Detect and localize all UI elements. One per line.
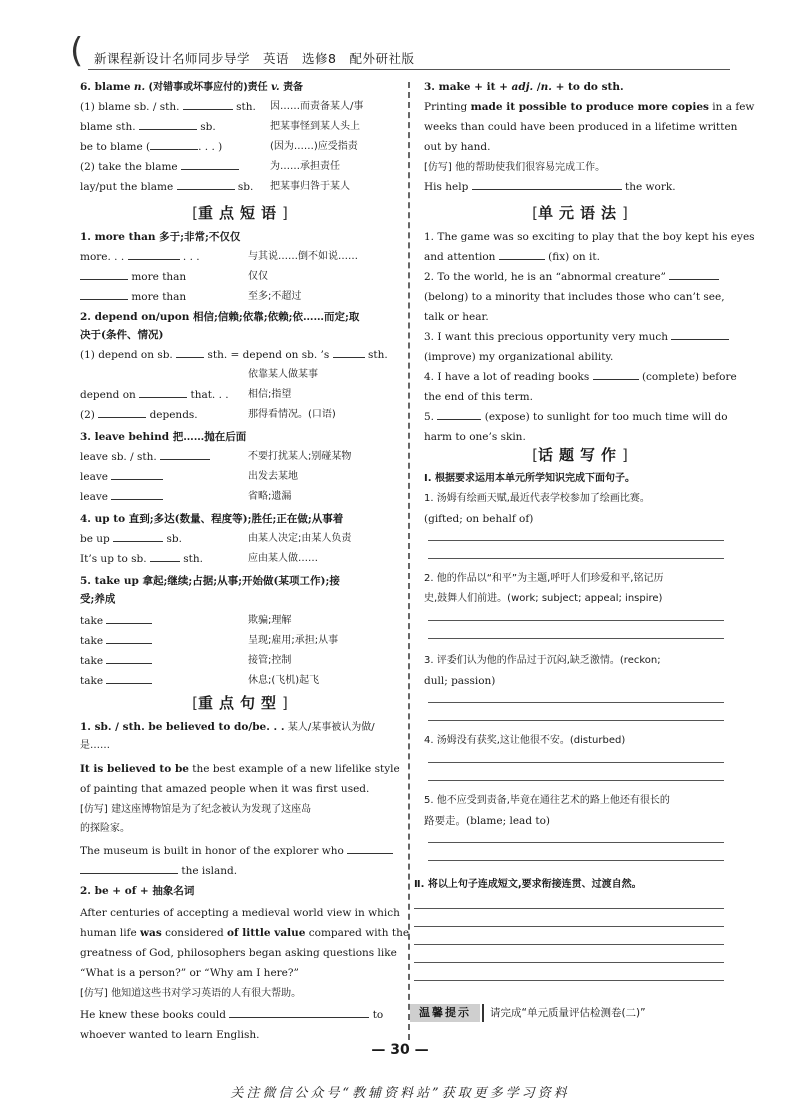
sentence-1-heading: 1. sb. / sth. be believed to do/be. . . 某人/某事被认为做/ xyxy=(80,721,375,733)
writing-item-2: 2. 他的作品以“和平”为主题,呼吁人们珍爱和平,铭记历 xyxy=(424,573,664,584)
answer-blank[interactable] xyxy=(106,654,152,664)
essay-answer-line[interactable] xyxy=(414,962,724,963)
blame-row-2: blame sth. sb. xyxy=(80,121,216,133)
phrase-1-row-3: more than xyxy=(80,290,186,304)
writing-answer-line[interactable] xyxy=(428,620,724,621)
answer-blank[interactable] xyxy=(80,864,178,874)
answer-blank[interactable] xyxy=(499,250,545,260)
phrase-3-row-1: leave sb. / sth. xyxy=(80,450,210,464)
answer-blank[interactable] xyxy=(183,100,233,110)
writing-answer-line[interactable] xyxy=(428,558,724,559)
answer-blank[interactable] xyxy=(111,470,163,480)
writing-answer-line[interactable] xyxy=(428,720,724,721)
section-title-writing: [话题写作] xyxy=(532,446,628,464)
phrase-3-heading: 3. leave behind 把……抛在后面 xyxy=(80,431,247,443)
answer-blank[interactable] xyxy=(111,490,163,500)
answer-blank[interactable] xyxy=(176,348,204,358)
page-header xyxy=(70,31,730,71)
answer-blank[interactable] xyxy=(106,634,152,644)
tip-box xyxy=(410,1002,728,1024)
writing-answer-line[interactable] xyxy=(428,842,724,843)
answer-blank[interactable] xyxy=(139,388,187,398)
phrase-3-row-3: leave xyxy=(80,490,163,504)
writing-answer-line[interactable] xyxy=(428,780,724,781)
answer-blank[interactable] xyxy=(177,180,235,190)
footer-note: 关注微信公众号“教辅资料站”获取更多学习资料 xyxy=(230,1086,570,1101)
section-title-grammar: [单元语法] xyxy=(532,204,628,222)
essay-answer-line[interactable] xyxy=(414,926,724,927)
essay-answer-line[interactable] xyxy=(414,980,724,981)
tip-text: 请完成“单元质量评估检测卷(二)” xyxy=(490,1007,646,1019)
header-bracket-icon: ( xyxy=(70,31,84,71)
writing-answer-line[interactable] xyxy=(428,540,724,541)
answer-blank[interactable] xyxy=(472,180,622,190)
answer-blank[interactable] xyxy=(106,674,152,684)
page-number: — 30 — xyxy=(371,1042,429,1058)
sentence-2-imitation: [仿写] 他知道这些书对学习英语的人有很大帮助。 xyxy=(80,988,302,999)
sentence-2-heading: 2. be + of + 抽象名词 xyxy=(80,885,195,897)
writing-item-3: 3. 评委们认为他的作品过于沉闷,缺乏激情。(reckon; xyxy=(424,655,661,666)
phrase-1-row-2: more than xyxy=(80,270,186,284)
writing-answer-line[interactable] xyxy=(428,860,724,861)
make-it-imitation: [仿写] 他的帮助使我们很容易完成工作。 xyxy=(424,162,606,173)
phrase-4-row-2: It’s up to sb. sth. xyxy=(80,553,203,565)
writing-answer-line[interactable] xyxy=(428,762,724,763)
answer-blank[interactable] xyxy=(128,250,180,260)
section-title-phrases: [重点短语] xyxy=(192,204,288,222)
phrase-2-heading: 2. depend on/upon 相信;信赖;依靠;依赖;依……而定;取 xyxy=(80,311,360,323)
writing-item-1: 1. 汤姆有绘画天赋,最近代表学校参加了绘画比赛。 xyxy=(424,493,650,504)
answer-blank[interactable] xyxy=(181,160,239,170)
essay-answer-line[interactable] xyxy=(414,908,724,909)
answer-blank[interactable] xyxy=(80,270,128,280)
phrase-5-row-1: take xyxy=(80,614,152,628)
grammar-item-3: 3. I want this precious opportunity very much xyxy=(424,330,729,344)
blame-heading: 6. blame n. (对错事或坏事应付的)责任 v. 责备 xyxy=(80,81,304,93)
phrase-2-row-2: depend on that. . . xyxy=(80,389,229,401)
answer-blank[interactable] xyxy=(333,348,365,358)
grammar-item-4: 4. I have a lot of reading books (complete) before xyxy=(424,371,737,383)
phrase-5-heading: 5. take up 拿起;继续;占据;从事;开始做(某项工作);接 xyxy=(80,575,340,587)
answer-blank[interactable] xyxy=(669,270,719,280)
answer-blank[interactable] xyxy=(80,290,128,300)
column-divider xyxy=(408,82,410,1040)
answer-blank[interactable] xyxy=(150,552,180,562)
phrase-5-row-2: take xyxy=(80,634,152,648)
blame-row-3: be to blame ( . . . ) xyxy=(80,141,223,153)
blame-row-1: (1) blame sb. / sth. sth. xyxy=(80,101,256,113)
phrase-5-row-3: take xyxy=(80,654,152,668)
blame-row-4: (2) take the blame xyxy=(80,160,239,174)
sentence-2-answer: He knew these books could to xyxy=(80,1009,384,1021)
phrase-1-row-1: more. . . . . . xyxy=(80,251,200,263)
writing-part-2-heading: Ⅱ. 将以上句子连成短文,要求衔接连贯、过渡自然。 xyxy=(414,879,642,890)
answer-blank[interactable] xyxy=(437,410,481,420)
make-it-heading: 3. make + it + adj. /n. + to do sth. xyxy=(424,81,624,93)
answer-blank[interactable] xyxy=(160,450,210,460)
writing-answer-line[interactable] xyxy=(428,702,724,703)
page: ( 新课程新设计名师同步导学 英语 选修8 配外研社版 6. blame n. (对错事或坏事应付的)责任 v. 责备 (1) blame sb. / sth. sth. 因……而责备某人/事 blame sth. sb. 把某事怪到某人头上 be to blame ( . . . ) (因为……)应受指责 (2) take the blame 为……承担责任 lay/put the blame sb. 把某事归咎于某人 [重点短语] 1. more than 多于;非常;不仅仅 more. . . . . . 与其说……倒不如说…… more than 仅仅 more than 至多;不超过 2. depend on/upon 相信;信赖;依靠;依赖;依……而定;取 决于(条件、情况) (1) depend on sb. sth. = depend on sb. ’s sth. 依靠某人做某事 depend on that. . . 相信;指望 (2) depends. 那得看情况。(口语) 3. leave behind 把……抛在后面 leave sb. / sth. 不要打扰某人;别碰某物 leave 出发去某地 leave 省略;遗漏 4. up to 直到;多达(数量、程度等);胜任;正在做;从事着 be up sb. 由某人决定;由某人负责 It’s up to sb. sth. 应由某人做…… 5. take up 拿起;继续;占据;从事;开始做(某项工作);接 受;养成 take 欺骗;理解 take 呈现;雇用;承担;从事 take 接管;控制 take 休息;(飞机)起飞 [重点句型] 1. sb. / sth. be believed to do/be. . . 某人/某事被认为做/ 是…… It is believed to be the best example of a new lifelike style of painting that amazed people when it was first used. [仿写] 建这座博物馆是为了纪念被认为发现了这座岛 的探险家。 The museum is built in honor of the explorer who the island. 2. be + of + 抽象名词 After centuries of accepting a medieval world view in which human life was considered of little value compared with the greatness of God, philosophers began asking questions like “What is a person?” or “Why am I here?” [仿写] 他知道这些书对学习英语的人有很大帮助。 He knew these books could to whoever wanted to learn English. 3. make + it + adj. /n. + to do sth. Printing made it possible to produce more copies in a few weeks than could have been produced in a lifetime written out by hand. [仿写] 他的帮助使我们很容易完成工作。 His help the work. [单元语法] 1. The game was so exciting to play that the boy kept his eyes and attention (fix) on it. 2. To the world, he is an “abnormal creature” (belong) to a minority that includes those who can’t see, talk or hear. 3. I want this precious opportunity very much (improve) my organizational ability. 4. I have a lot of reading books (complete) before the end of this term. 5. (expose) to sunlight for too much time will do harm to one’s skin. [话题写作] Ⅰ. 根据要求运用本单元所学知识完成下面句子。 1. 汤姆有绘画天赋,最近代表学校参加了绘画比赛。 (gifted; on behalf of) 2. 他的作品以“和平”为主题,呼吁人们珍爱和平,铭记历 史,鼓舞人们前进。(work; subject; appeal; inspire) 3. 评委们认为他的作品过于沉闷,缺乏激情。(reckon; dull; passion) 4. 汤姆没有获奖,这让他很不安。(disturbed) 5. 他不应受到责备,毕竟在通往艺术的路上他还有很长的 路要走。(blame; lead to) Ⅱ. 将以上句子连成短文,要求衔接连贯、过渡自然。 温馨提示 请完成“单元质量评估检测卷(二)” — 30 — 关注微信公众号“教辅资料站”获取更多学习资料 xyxy=(70,31,755,1101)
sentence-1-example: It is believed to be the best example of a new lifelike style xyxy=(80,763,400,775)
phrase-4-heading: 4. up to 直到;多达(数量、程度等);胜任;正在做;从事着 xyxy=(80,513,344,525)
section-title-sentences: [重点句型] xyxy=(192,694,288,712)
answer-blank[interactable] xyxy=(671,330,729,340)
make-it-example: Printing made it possible to produce more copies in a few xyxy=(424,101,755,113)
sentence-1-imitation: [仿写] 建这座博物馆是为了纪念被认为发现了这座岛 xyxy=(80,804,312,815)
essay-answer-line[interactable] xyxy=(414,944,724,945)
answer-blank[interactable] xyxy=(139,120,197,130)
answer-blank[interactable] xyxy=(113,532,163,542)
phrase-3-row-2: leave xyxy=(80,470,163,484)
writing-item-4: 4. 汤姆没有获奖,这让他很不安。(disturbed) xyxy=(424,735,626,746)
phrase-2-heading-cont: 决于(条件、情况) xyxy=(80,329,164,341)
grammar-item-1: 1. The game was so exciting to play that the boy kept his eyes xyxy=(424,231,755,243)
grammar-item-2: 2. To the world, he is an “abnormal creature” xyxy=(424,270,719,284)
answer-blank[interactable] xyxy=(106,614,152,624)
blame-row-5: lay/put the blame sb. xyxy=(80,181,254,193)
phrase-2-row-1: (1) depend on sb. sth. = depend on sb. ’s sth. xyxy=(80,349,388,361)
grammar-item-5: 5. (expose) to sunlight for too much time will do xyxy=(424,411,728,423)
answer-blank[interactable] xyxy=(98,408,146,418)
writing-item-5: 5. 他不应受到责备,毕竟在通往艺术的路上他还有很长的 xyxy=(424,795,670,806)
header-rule xyxy=(88,69,730,70)
sentence-2-example: human life was considered of little value compared with the xyxy=(80,927,410,939)
phrase-4-row-1: be up sb. xyxy=(80,533,182,545)
phrase-1-heading: 1. more than 多于;非常;不仅仅 xyxy=(80,231,241,243)
sentence-1-answer-cont: the island. xyxy=(80,864,237,878)
answer-blank[interactable] xyxy=(593,370,639,380)
grammar-item-1-cont: and attention (fix) on it. xyxy=(424,251,600,263)
phrase-5-heading-cont: 受;养成 xyxy=(80,593,116,605)
sentence-1-answer: The museum is built in honor of the explorer who xyxy=(80,844,393,858)
phrase-5-row-4: take xyxy=(80,674,152,688)
tip-label: 温馨提示 xyxy=(410,1004,480,1022)
answer-blank[interactable] xyxy=(347,844,393,854)
make-it-answer: His help the work. xyxy=(424,181,676,193)
answer-blank[interactable] xyxy=(150,140,198,150)
tip-divider xyxy=(482,1004,484,1022)
answer-blank[interactable] xyxy=(229,1008,369,1018)
writing-answer-line[interactable] xyxy=(428,638,724,639)
writing-part-1-heading: Ⅰ. 根据要求运用本单元所学知识完成下面句子。 xyxy=(424,473,636,484)
phrase-2-row-3: (2) depends. xyxy=(80,409,198,421)
header-title: 新课程新设计名师同步导学 英语 选修8 配外研社版 xyxy=(94,51,415,66)
